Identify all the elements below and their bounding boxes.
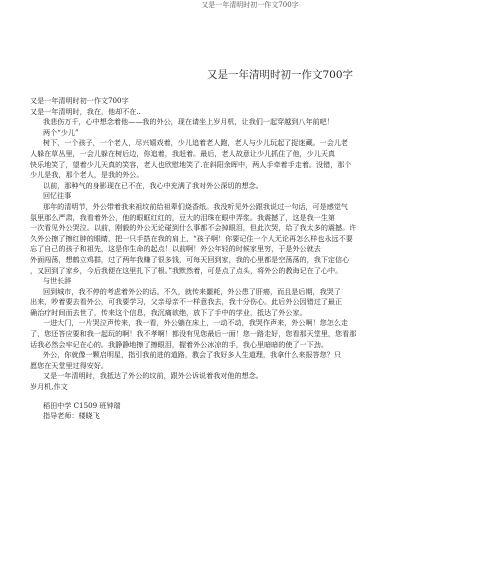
body-lines (30, 96, 485, 393)
body-line: 与世长辞 (43, 276, 72, 286)
body-line: 愿您在天堂里过得安好。 (30, 360, 109, 370)
body-line: 外公，你就像一颗启明星，指引我前进的道路，教会了我好多人生道理，我拿什么来报答您？只 (43, 350, 341, 360)
body-line: 那年的清明节，外公带着我来祖坟前给祖辈们烧香纸。我没听见外公跟我说过一句话，可是感觉气 (43, 201, 349, 211)
body-line: 以前，那种气的身影现在已不在，我心中充满了我对外公深切的想念。 (43, 180, 263, 190)
body-line: 了，您还答应要和我一起玩的啊！我不孝啊！都没有见您最后一面！您一路走好，您看那天堂里，您看那 (30, 329, 357, 339)
body-line: 岁月机,作文 (30, 382, 68, 392)
signature-school: 稻田中学 C1509 班钟瑞 (43, 400, 121, 410)
body-line: 两个“少儿” (43, 127, 79, 137)
body-line: 又是一年清明时，我抵达了外公的坟前，跟外公诉说着我对他的想念。 (43, 371, 263, 381)
document-title: 又是一年清明时初一作文700字 (206, 69, 354, 81)
body-line: 一次看见外公哭泣。以前，刚毅的外公无论碰到什么事都不会掉眼泪，但此次哭，给了我太多的震撼。许 (30, 223, 357, 233)
body-line: 少儿是我，那个老人，是我的外公。 (30, 170, 144, 180)
body-line: 一进大门，一片哭泣声传来，我一看，外公躺在床上，一动不动，我哭作声来，外公啊！您怎么走 (43, 318, 349, 328)
body-line: 回忆往事 (43, 191, 72, 201)
body-line: 快乐地笑了，望着少儿天真的笑容，老人也欣慰地笑了.在斜阳余晖中，两人手牵着手走着。没错，那个 (30, 159, 352, 169)
signature-teacher: 指导老师：楼晓飞 (43, 411, 100, 421)
body-line: 外面闯荡，想鹤立鸡群，过了两年我赚了很多钱，可每天回到家，我的心里都是空荡荡的，我下定信心 (30, 254, 350, 264)
body-line: 树下，一个孩子，一个老人，尽兴嬉戏着，少儿追着老人跑，老人与少儿玩起了捉迷藏。一会儿老 (43, 138, 349, 148)
body-line: ，又回到了家乡，今后我便在这里扎下了根。”我默然着，可是点了点头，将外公的教诲记在了心中。 (30, 265, 343, 275)
body-line: 回到城市，我不停的考虑着外公的话。不久，就传来噩耗，外公患了肝癌，而且是后期，我哭了 (43, 286, 341, 296)
body-line: 我悲伤万千，心中想念着他——我的外公，现在请坐上岁月机，让我们一起穿越到八年前吧！ (43, 117, 334, 127)
signature-gap (30, 393, 485, 401)
body-line: 人躲在草丛里，一会儿躲在树后边，你追着，我赶着。最后，老人故意让少儿抓住了他，少儿天真 (30, 148, 336, 158)
document-body (30, 96, 485, 422)
body-line: 又是一年清明时，我在，他却不在.. (30, 106, 141, 116)
running-header: 又是一年清明时初一作文700字 (201, 1, 299, 9)
body-line: 话我必然会牢记在心的。我静静地擦了擦眼泪，握着外公冰凉的手，我心里暗暗的使了一下劲。 (30, 339, 328, 349)
body-line: 确治疗时间而去世了，传来这个信息，我沉痛欲绝，放下了手中的学业，抵达了外公家。 (30, 307, 307, 317)
body-line: 久外公擦了擦红肿的眼睛，把一只手搭在我的肩上，“孩子啊！你要记住一个人无论再怎么样也永远不要 (30, 233, 353, 243)
body-line: 又是一年清明时初一作文700字 (30, 96, 129, 105)
body-line: 忘了自己的孩子和祖先，这是你生命的起点！以前啊！外公年轻的时候家里穷，于是外公就去 (30, 244, 321, 254)
body-line: 氛里那么严肃，我看着外公，他的眼眶红红的，豆大的泪珠在眼中弄浆。我震撼了，这是我一生第 (30, 212, 336, 222)
body-line: 出来，吵着要去看外公，可我要学习，父亲母亲不一样意我去，我十分伤心。此后外公因错过了最正 (30, 297, 343, 307)
